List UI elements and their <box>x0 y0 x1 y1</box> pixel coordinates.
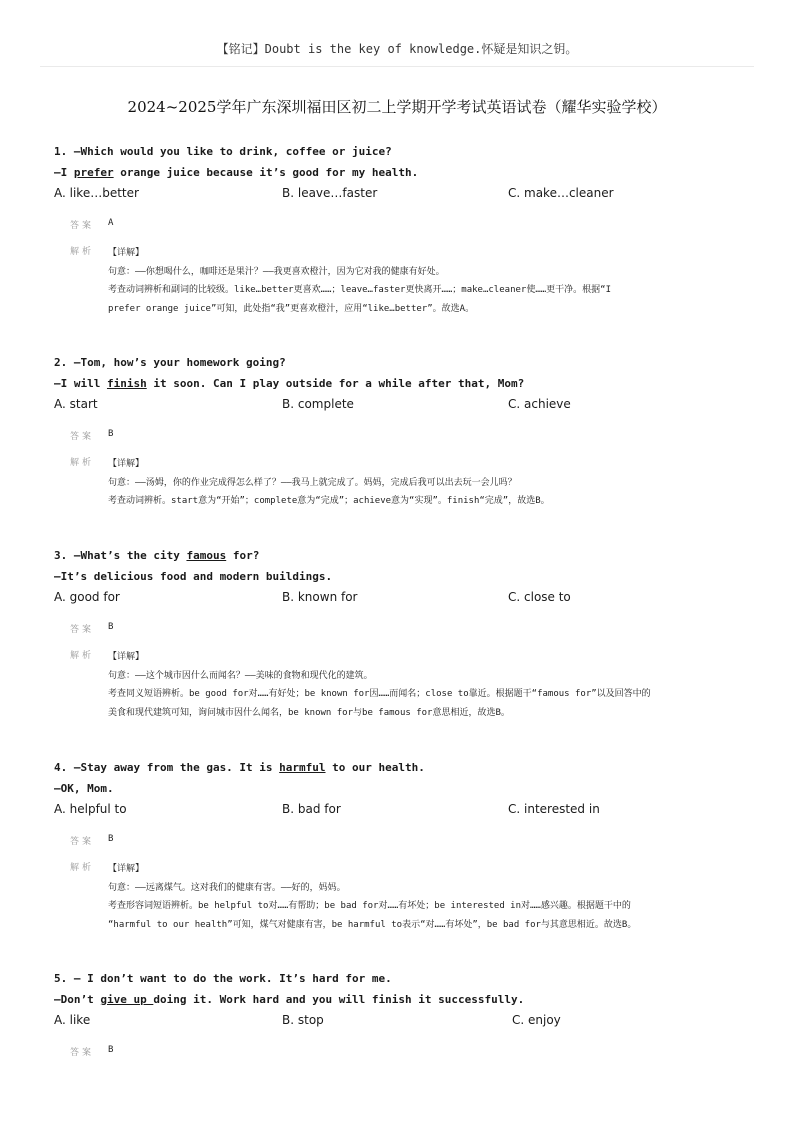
option-c[interactable]: C. make…cleaner <box>508 186 614 200</box>
option-c[interactable]: C. achieve <box>508 397 571 411</box>
analysis-label: 解析 <box>70 651 95 661</box>
option-b[interactable]: B. known for <box>282 590 358 604</box>
question-stem-line2: —It’s delicious food and modern buildings. <box>54 570 333 583</box>
page-title: 2024~2025学年广东深圳福田区初二上学期开学考试英语试卷（耀华实验学校） <box>127 98 667 116</box>
analysis-line: 考查形容词短语辨析。be helpful to对……有帮助；be bad for对……有坏处；be interested in对……感兴趣。根据题干中的 <box>108 901 631 911</box>
analysis-line: 考查动词辨析。start意为“开始”；complete意为“完成”；achieve意为“实现”。finish“完成”，故选B。 <box>108 496 550 506</box>
motto: 【铭记】Doubt is the key of knowledge.怀疑是知识之钥。 <box>216 42 578 56</box>
analysis-label: 解析 <box>70 247 95 257</box>
answer-value: A <box>108 218 114 228</box>
answer-label: 答案 <box>70 625 95 635</box>
answer-label: 答案 <box>70 221 95 231</box>
answer-value: B <box>108 429 114 439</box>
answer-row <box>54 218 744 238</box>
question-stem-line2: —Don’t give up doing it. Work hard and you will finish it successfully. <box>54 993 525 1006</box>
analysis-line: 句意：——这个城市因什么而闻名？——美味的食物和现代化的建筑。 <box>108 670 373 681</box>
option-c[interactable]: C. interested in <box>508 802 600 816</box>
analysis-line: 句意：——汤姆，你的作业完成得怎么样了？——我马上就完成了。妈妈，完成后我可以出去玩一会儿吗？ <box>108 477 517 488</box>
option-b[interactable]: B. complete <box>282 397 354 411</box>
answer-value: B <box>108 622 114 632</box>
underlined-word: prefer <box>73 166 114 179</box>
answer-label: 答案 <box>70 1048 95 1058</box>
question-stem-line2: —OK, Mom. <box>54 782 114 795</box>
underlined-word: finish <box>106 377 147 390</box>
underlined-word: harmful <box>279 761 326 774</box>
question-5 <box>54 968 744 1065</box>
underlined-word: famous <box>186 549 227 562</box>
answer-label: 答案 <box>70 432 95 442</box>
analysis-line: 【详解】 <box>108 459 145 469</box>
option-c[interactable]: C. enjoy <box>512 1013 561 1027</box>
answer-row <box>54 834 744 854</box>
option-a[interactable]: A. good for <box>54 590 120 604</box>
header-divider <box>40 66 754 67</box>
analysis-block <box>54 860 744 934</box>
question-stem-line1: 1. —Which would you like to drink, coffee or juice? <box>54 145 392 158</box>
answer-value: B <box>108 834 114 844</box>
option-a[interactable]: A. helpful to <box>54 802 127 816</box>
analysis-line: “harmful to our health”可知，煤气对健康有害，be harmful to表示“对……有坏处”，be bad for与其意思相近。故选B。 <box>108 919 637 930</box>
analysis-line: 句意：——你想喝什么，咖啡还是果汁？——我更喜欢橙汁，因为它对我的健康有好处。 <box>108 266 445 277</box>
question-1 <box>54 141 744 318</box>
answer-label: 答案 <box>70 837 95 847</box>
options <box>54 1010 744 1031</box>
analysis-line: 美食和现代建筑可知，询问城市因什么闻名，be known for与be famous for意思相近，故选B。 <box>108 707 510 718</box>
option-a[interactable]: A. like <box>54 1013 91 1027</box>
analysis-block <box>54 648 744 722</box>
options <box>54 394 744 415</box>
option-b[interactable]: B. leave…faster <box>282 186 378 200</box>
question-stem-line2: —I will finish it soon. Can I play outside for a while after that, Mom? <box>54 377 525 390</box>
analysis-line: 【详解】 <box>108 864 145 874</box>
question-stem-line1: 4. —Stay away from the gas. It is harmful to our health. <box>54 761 425 774</box>
question-4 <box>54 757 744 934</box>
option-b[interactable]: B. bad for <box>282 802 341 816</box>
question-stem-line1: 2. —Tom, how’s your homework going? <box>54 356 286 369</box>
option-a[interactable]: A. start <box>54 397 98 411</box>
analysis-line: 【详解】 <box>108 248 145 258</box>
option-c[interactable]: C. close to <box>508 590 571 604</box>
question-3 <box>54 545 744 722</box>
analysis-line: prefer orange juice”可知，此处指“我”更喜欢橙汁，应用“like…better”。故选A。 <box>108 303 475 314</box>
analysis-line: 句意：——远离煤气。这对我们的健康有害。——好的，妈妈。 <box>108 882 346 893</box>
option-a[interactable]: A. like…better <box>54 186 139 200</box>
question-2 <box>54 352 744 511</box>
question-stem-line1: 5. — I don’t want to do the work. It’s hard for me. <box>54 972 392 985</box>
analysis-block <box>54 455 744 511</box>
analysis-label: 解析 <box>70 863 95 873</box>
answer-row <box>54 1045 744 1065</box>
analysis-line: 【详解】 <box>108 652 145 662</box>
option-b[interactable]: B. stop <box>282 1013 324 1027</box>
options <box>54 799 744 820</box>
analysis-label: 解析 <box>70 458 95 468</box>
options <box>54 587 744 608</box>
options <box>54 183 744 204</box>
question-stem-line1: 3. —What’s the city famous for? <box>54 549 260 562</box>
analysis-line: 考查同义短语辨析。be good for对……有好处；be known for因……而闻名；close to靠近。根据题干“famous for”以及回答中的 <box>108 689 651 699</box>
answer-value: B <box>108 1045 114 1055</box>
underlined-word: give up <box>100 993 154 1006</box>
answer-row <box>54 429 744 449</box>
question-stem-line2: —I prefer orange juice because it’s good for my health. <box>54 166 419 179</box>
analysis-block <box>54 244 744 318</box>
answer-row <box>54 622 744 642</box>
analysis-line: 考查动词辨析和副词的比较级。like…better更喜欢……；leave…faster更快离开……；make…cleaner使……更干净。根据“I <box>108 285 611 295</box>
